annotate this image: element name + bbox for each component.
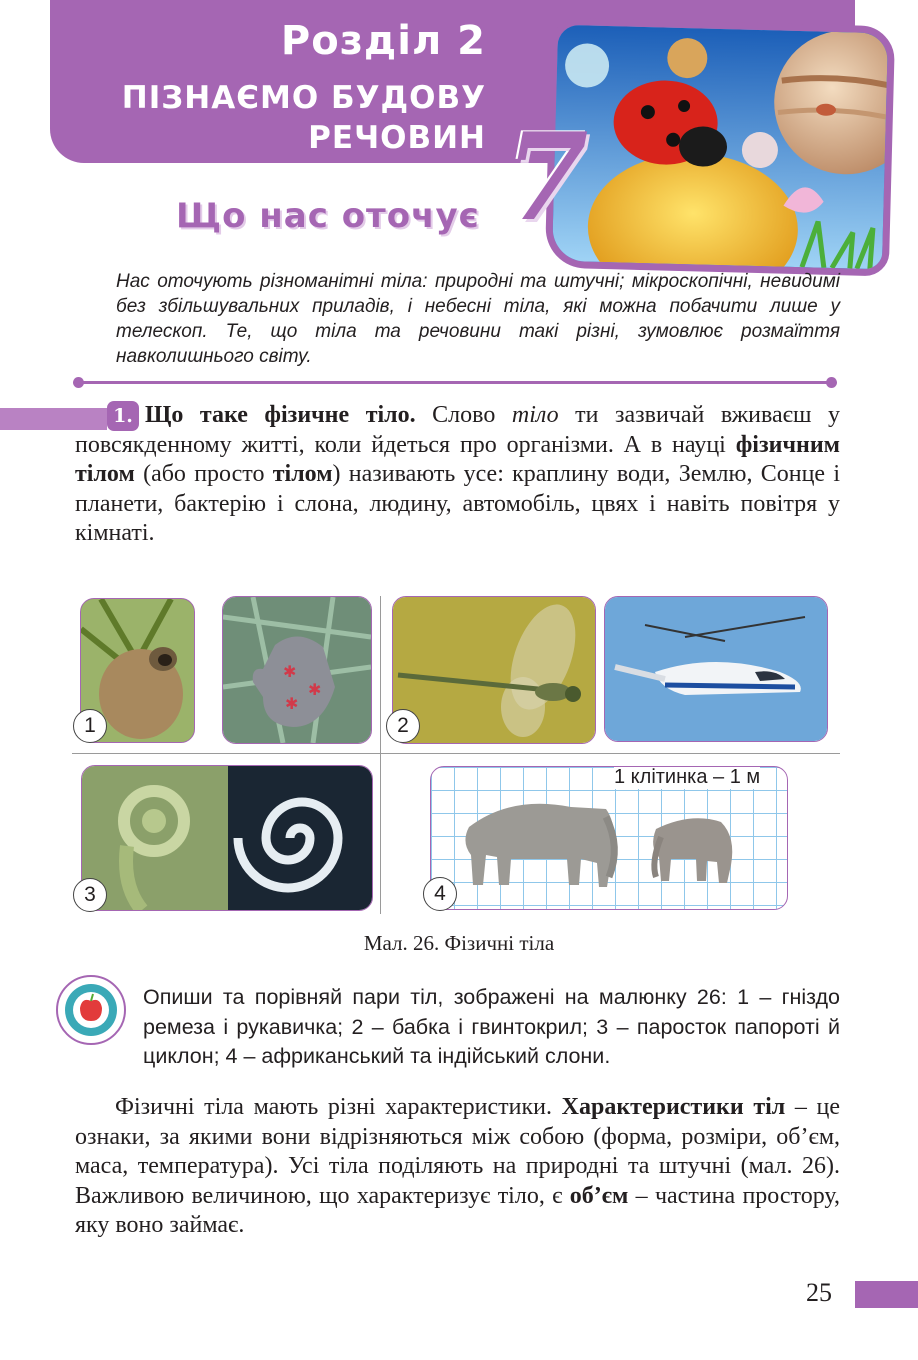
section1-text: (або просто: [134, 461, 273, 487]
photo-mitten: [222, 596, 372, 744]
chapter-collage-image: [545, 18, 895, 277]
figure-label-3: 3: [73, 878, 107, 912]
task-icon: [56, 975, 126, 1045]
photo-helicopter: [604, 596, 828, 742]
divider-dot-right: [826, 377, 837, 388]
figure-caption: Мал. 26. Фізичні тіла: [363, 931, 555, 955]
photo-elephants-grid: [430, 766, 788, 910]
intro-divider: [78, 381, 832, 384]
section1-italic-term: тіло: [511, 402, 559, 428]
divider-dot-left: [73, 377, 84, 388]
para2-text: – це ознаки, за якими вони відрізняються між собою (форма, розміри, об’єм, маса, температура). Усі тіла поділяють на природні та штучні (мал. 26). Важливою величиною, що характеризує тіло, є: [75, 1094, 840, 1209]
chapter-subtitle-line1: ПІЗНАЄМО БУДОВУ: [121, 80, 486, 116]
photo-fern-and-cyclone: [81, 765, 373, 911]
mitten-illustration: [223, 597, 371, 743]
section1-term-body: тілом: [272, 461, 333, 487]
para2-term-volume: об’єм: [569, 1182, 629, 1209]
section-number-badge: 1.: [107, 401, 139, 431]
figure-label-2: 2: [386, 709, 420, 743]
figure-label-1: 1: [73, 709, 107, 743]
page-number: 25: [806, 1278, 832, 1307]
intro-text: Нас оточують різноманітні тіла: природні та штучні; мікроскопічні, невидимі без збільшувальних приладів, і небесні тіла, які можна побачити лише у телескоп. Те, що тіла та речовини такі різні, зумовлює розмаїття навколишнього світу.: [116, 271, 840, 367]
dragonfly-illustration: [393, 597, 595, 743]
section1-text: ти зазвичай вживаєш у повсякденному житті, коли йдеться про організми. А в науці: [75, 402, 840, 458]
chapter-subtitle-line2: РЕЧОВИН: [308, 120, 486, 156]
section1-heading: Що таке фізичне тіло.: [145, 402, 416, 428]
svg-text:✱: ✱: [308, 682, 322, 699]
chapter-title: Розділ 2: [280, 18, 486, 64]
section1-text: ) називають усе: краплину води, Землю, Сонце і планети, бактерію і слона, людину, автомобіль, цвях і навіть повітря у кімнаті.: [75, 461, 840, 546]
para2-text: Фізичні тіла мають різні характеристики.: [115, 1094, 562, 1120]
figure-label-4: 4: [423, 877, 457, 911]
page-number-bar: [855, 1281, 918, 1308]
topic-title: Що нас оточує: [176, 196, 480, 236]
collage-illustration: [552, 25, 888, 270]
chapter-subtitle: [122, 78, 486, 158]
lesson-number: 7: [505, 107, 589, 248]
helicopter-illustration: [605, 597, 827, 741]
task-text: Опиши та порівняй пари тіл, зображені на малюнку 26: 1 – гніздо ремеза і рукавичка; 2 – бабка і гвинтокрил; 3 – паросток папороті й циклон; 4 – африканський та індійський слони.: [143, 985, 840, 1068]
para2-text: – частина простору, яку воно займає.: [75, 1182, 840, 1238]
figure-grid-vertical-line: [380, 596, 381, 914]
svg-text:✱: ✱: [283, 664, 297, 681]
grid-scale-note: 1 клітинка – 1 м: [614, 766, 761, 788]
section1-text: Слово: [415, 402, 512, 428]
figure-grid-horizontal-line: [72, 753, 840, 754]
svg-text:✱: ✱: [285, 696, 299, 713]
apple-icon: [58, 977, 124, 1043]
section1-paragraph: [75, 401, 840, 549]
fern-cyclone-illustration: [82, 766, 372, 910]
photo-dragonfly: [392, 596, 596, 744]
section1-term-physical-body: фізичним тілом: [75, 431, 840, 487]
characteristics-paragraph: [75, 1093, 840, 1241]
para2-term-characteristics: Характеристики тіл: [561, 1094, 786, 1120]
